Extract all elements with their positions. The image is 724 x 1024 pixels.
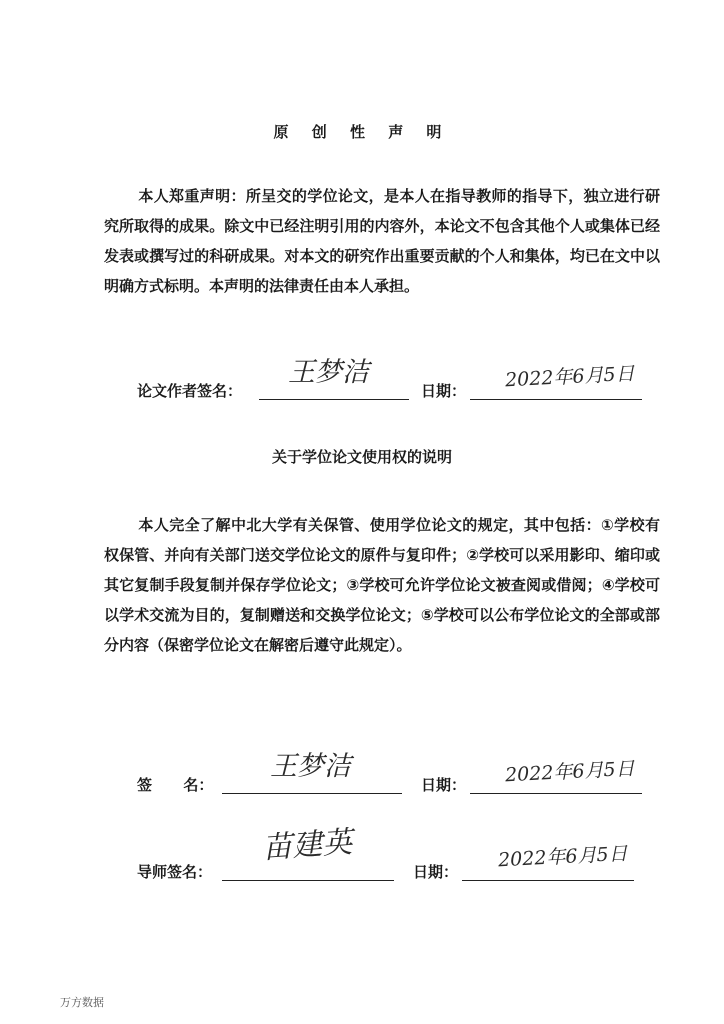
declaration-body	[104, 181, 660, 301]
handwritten-signature: 王梦洁	[270, 751, 351, 782]
date-line	[470, 399, 642, 400]
supervisor-handwritten-signature: 苗建英	[261, 824, 354, 867]
supervisor-sign-label: 导师签名：	[137, 863, 213, 881]
sign-date-label: 日期：	[421, 776, 467, 794]
authorization-body	[104, 510, 660, 660]
author-handwritten-signature: 王梦洁	[288, 357, 369, 388]
authorization-title: 关于学位论文使用权的说明	[271, 448, 452, 466]
date-label: 日期：	[421, 382, 467, 400]
handwritten-date: 2022年6月5日	[504, 362, 636, 392]
sign-date-line	[470, 793, 642, 794]
sign-handwritten-date: 2022年6月5日	[504, 757, 636, 787]
sign-label: 签 名：	[137, 776, 214, 794]
declaration-title: 原 创 性 声 明	[273, 123, 451, 141]
declaration-body-text: 本人郑重声明：所呈交的学位论文，是本人在指导教师的指导下，独立进行研究所取得的成果。除文中已经注明引用的内容外，本论文不包含其他个人或集体已经发表或撰写过的科研成果。对本文的研究作出重要贡献的个人和集体，均已在文中以明确方式标明。本声明的法律责任由本人承担。	[104, 187, 660, 295]
supervisor-date-line	[462, 880, 634, 881]
author-signature-line	[259, 399, 409, 400]
authorization-body-text: 本人完全了解中北大学有关保管、使用学位论文的规定，其中包括：①学校有权保管、并向有关部门送交学位论文的原件与复印件；②学校可以采用影印、缩印或其它复制手段复制并保存学位论文；③学校可允许学位论文被查阅或借阅；④学校可以学术交流为目的，复制赠送和交换学位论文；⑤学校可以公布学位论文的全部或部分内容（保密学位论文在解密后遵守此规定）。	[104, 516, 660, 654]
supervisor-signature-line	[222, 880, 394, 881]
supervisor-handwritten-date: 2022年6月5日	[497, 842, 629, 872]
watermark-footer: 万方数据	[60, 996, 104, 1009]
supervisor-date-label: 日期：	[413, 863, 459, 881]
signature-line	[222, 793, 402, 794]
author-sign-label: 论文作者签名：	[137, 382, 243, 400]
